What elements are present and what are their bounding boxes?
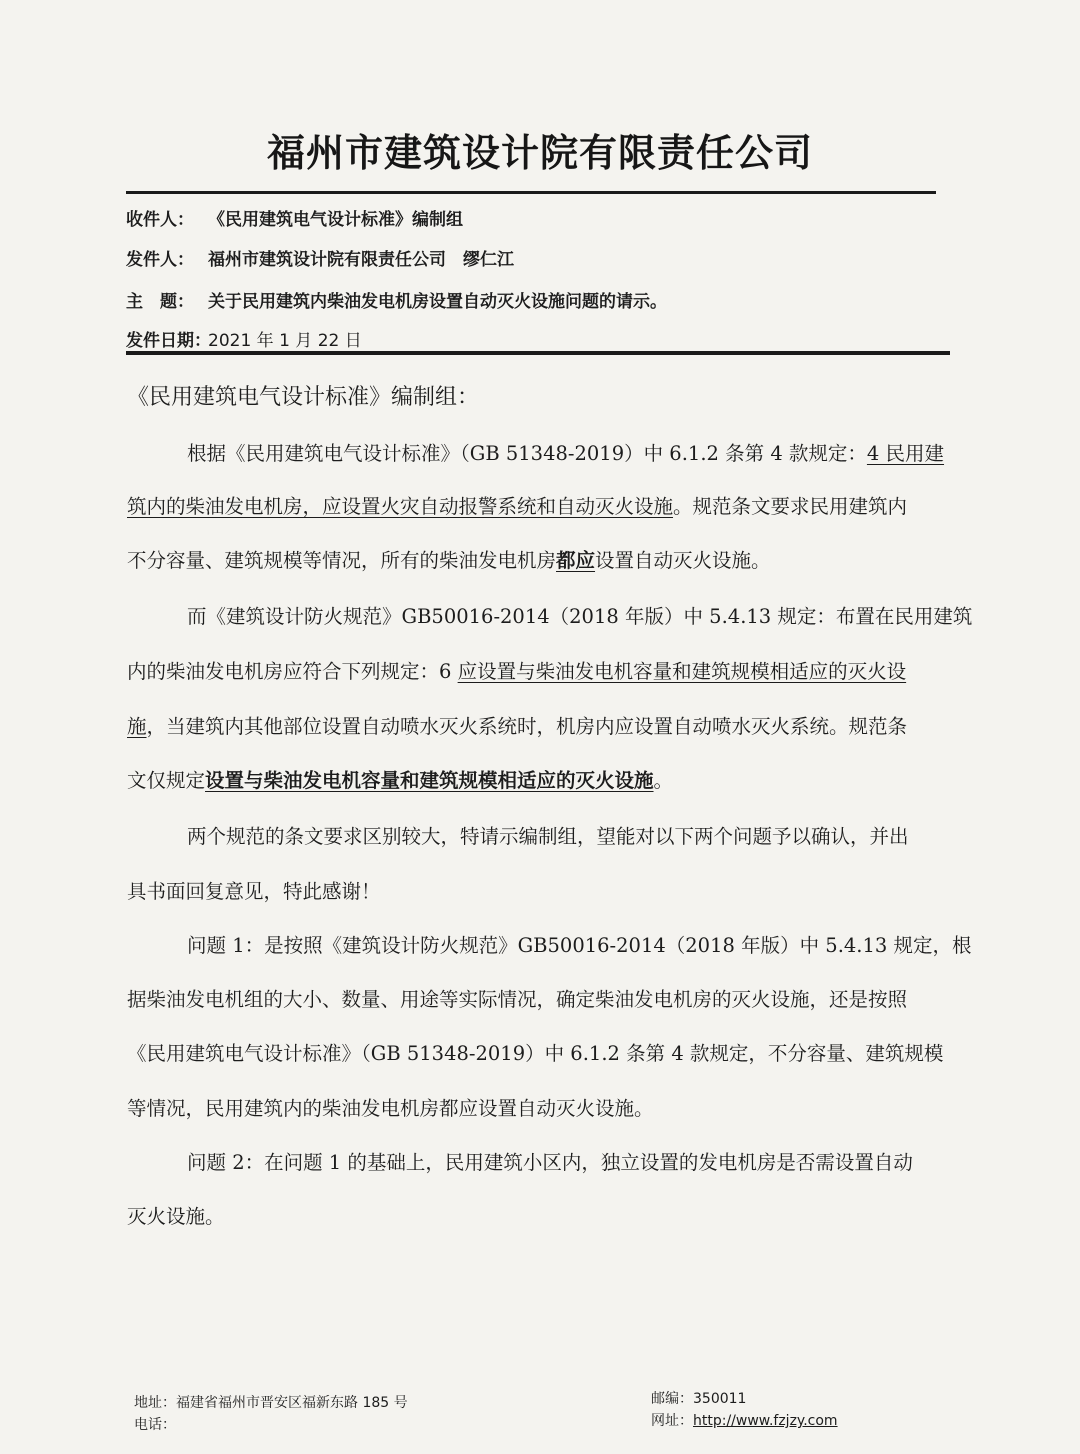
paragraph-1-line-2 <box>127 491 962 519</box>
paragraph-1-line-3 <box>127 545 962 573</box>
p2-underlined-clause: 应设置与柴油发电机容量和建筑规模相适应的灭火设 <box>457 660 907 683</box>
sender-label: 发件人： <box>126 250 194 270</box>
recipient-label: 收件人： <box>126 210 194 230</box>
question-1-line-3: 《民用建筑电气设计标准》（GB 51348-2019）中 6.1.2 条第 4 款规定，不分容量、建筑规模 <box>127 1042 944 1065</box>
paragraph-3-line-1: 两个规范的条文要求区别较大，特请示编制组，望能对以下两个问题予以确认，并出 <box>187 825 909 848</box>
p1-text: 设置自动灭火设施。 <box>595 549 771 572</box>
footer-phone: 电话： <box>134 1417 176 1433</box>
p2-underlined-clause-cont: 施 <box>127 715 147 738</box>
p2-text: 内的柴油发电机房应符合下列规定：6 <box>127 660 458 683</box>
footer-website-label: 网址： <box>651 1413 693 1429</box>
question-1-line-4: 等情况，民用建筑内的柴油发电机房都应设置自动灭火设施。 <box>127 1097 654 1120</box>
p1-text: 。规范条文要求民用建筑内 <box>673 495 908 518</box>
date-row <box>126 326 362 351</box>
question-1-line-1: 问题 1：是按照《建筑设计防火规范》GB50016-2014（2018 年版）中 5.4.13 规定，根 <box>187 934 972 957</box>
date-label: 发件日期： <box>126 331 211 351</box>
p1-emphasis: 都应 <box>556 549 596 572</box>
subject-label: 主 题： <box>126 292 194 312</box>
subject-value: 关于民用建筑内柴油发电机房设置自动灭火设施问题的请示。 <box>208 292 667 312</box>
footer-address: 地址：福建省福州市晋安区福新东路 185 号 <box>134 1395 408 1411</box>
p2-emphasis: 设置与柴油发电机容量和建筑规模相适应的灭火设施 <box>205 769 654 792</box>
paragraph-1-line-1 <box>127 438 1022 466</box>
recipient-value: 《民用建筑电气设计标准》编制组 <box>208 210 463 230</box>
p2-text: 文仅规定 <box>127 769 206 792</box>
paragraph-2-line-3 <box>127 711 962 739</box>
sender-value: 福州市建筑设计院有限责任公司 缪仁江 <box>208 250 514 270</box>
company-letterhead: 福州市建筑设计院有限责任公司 <box>266 131 813 175</box>
p1-underlined-clause: 4 民用建 <box>866 442 945 465</box>
p1-text: 根据《民用建筑电气设计标准》（GB 51348-2019）中 6.1.2 条第 4 款规定： <box>187 442 867 465</box>
sender-row <box>126 245 514 270</box>
p1-underlined-clause-cont: 筑内的柴油发电机房，应设置火灾自动报警系统和自动灭火设施 <box>127 495 674 518</box>
p2-text: 。 <box>653 769 674 792</box>
header-top-rule <box>126 191 936 194</box>
question-2-line-2: 灭火设施。 <box>127 1205 225 1228</box>
question-2-line-1: 问题 2：在问题 1 的基础上，民用建筑小区内，独立设置的发电机房是否需设置自动 <box>187 1151 913 1174</box>
footer-website-row <box>651 1410 838 1432</box>
paragraph-2-line-1: 而《建筑设计防火规范》GB50016-2014（2018 年版）中 5.4.13 规定：布置在民用建筑 <box>187 605 973 628</box>
recipient-row <box>126 205 463 230</box>
p2-text: ，当建筑内其他部位设置自动喷水灭火系统时，机房内应设置自动喷水灭火系统。规范条 <box>146 715 908 738</box>
paragraph-3-line-2: 具书面回复意见，特此感谢！ <box>127 880 381 903</box>
question-1-line-2: 据柴油发电机组的大小、数量、用途等实际情况，确定柴油发电机房的灭火设施，还是按照 <box>127 988 908 1011</box>
p1-text: 不分容量、建筑规模等情况，所有的柴油发电机房 <box>127 549 557 572</box>
salutation: 《民用建筑电气设计标准》编制组： <box>127 385 480 410</box>
paragraph-2-line-2 <box>127 656 962 684</box>
date-value: 2021 年 1 月 22 日 <box>208 331 362 351</box>
footer-website-link[interactable]: http://www.fzjzy.com <box>693 1413 838 1429</box>
footer-contact <box>134 1392 408 1436</box>
subject-row <box>126 287 667 312</box>
paragraph-2-line-4 <box>127 765 962 793</box>
footer-postcode: 邮编：350011 <box>651 1391 747 1407</box>
header-bottom-rule <box>126 351 950 355</box>
footer-web <box>651 1388 838 1432</box>
